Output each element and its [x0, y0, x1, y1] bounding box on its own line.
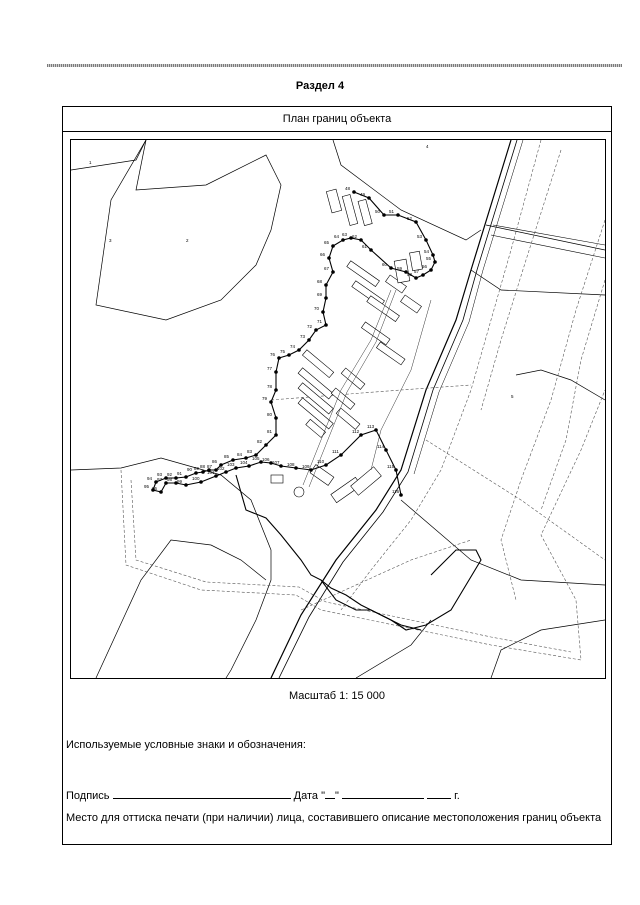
boundary-point-label: 64 [334, 234, 340, 239]
boundary-point [314, 328, 318, 332]
building [358, 199, 372, 225]
boundary-point [399, 493, 403, 497]
plan-header: План границ объекта [63, 107, 611, 132]
zone-contour [131, 480, 571, 652]
building [361, 322, 390, 345]
boundary-point-label: 101 [207, 470, 215, 475]
zone-contour [481, 150, 561, 410]
parcel-label: 2 [186, 238, 189, 243]
signature-line[interactable] [113, 789, 291, 799]
boundary-point-label: 97 [157, 477, 163, 482]
boundary-point [277, 356, 281, 360]
boundary-point [389, 266, 393, 270]
month-line[interactable] [342, 789, 424, 799]
boundary-point-label: 108 [287, 462, 295, 467]
boundary-point [414, 220, 418, 224]
signature-label: Подпись [66, 790, 110, 802]
boundary-point [274, 433, 278, 437]
parcel-outline [491, 620, 605, 678]
boundary-point [429, 268, 433, 272]
boundary-point [269, 400, 273, 404]
boundary-point-label: 60 [382, 262, 388, 267]
boundary-point-label: 55 [426, 256, 432, 261]
building [294, 487, 304, 497]
zone-contour [426, 440, 605, 560]
boundary-point-label: 78 [267, 384, 273, 389]
boundary-point-label: 79 [262, 396, 268, 401]
boundary-point [324, 283, 328, 287]
legend-label: Используемые условные знаки и обозначения: [66, 739, 306, 751]
boundary-point [309, 468, 313, 472]
boundary-point-label: 106 [262, 457, 270, 462]
boundary-point [433, 260, 437, 264]
date-label: Дата " [293, 790, 325, 802]
boundary-point-label: 113 [367, 424, 375, 429]
boundary-point-label: 80 [267, 412, 273, 417]
boundary-point-label: 77 [267, 366, 273, 371]
year-line[interactable] [427, 789, 451, 799]
boundary-point-label: 103 [227, 462, 235, 467]
boundary-point-label: 94 [147, 476, 153, 481]
boundary-point-label: 63 [342, 232, 348, 237]
boundary-point [367, 196, 371, 200]
boundary-point-label: 69 [317, 292, 323, 297]
building [341, 368, 365, 389]
boundary-point-label: 82 [257, 439, 263, 444]
boundary-point-label: 71 [317, 319, 323, 324]
boundary-point-label: 53 [417, 234, 423, 239]
boundary-point [324, 296, 328, 300]
boundary-point [421, 273, 425, 277]
boundary-point-label: 90 [187, 467, 193, 472]
boundary-plan-map [70, 139, 606, 679]
parcel-label: 3 [109, 238, 112, 243]
boundary-point-label: 102 [217, 466, 225, 471]
building [326, 189, 341, 213]
road-line [493, 225, 605, 245]
boundary-point [184, 475, 188, 479]
boundary-point-label: 75 [280, 349, 286, 354]
parcel-outline [333, 140, 481, 240]
scale-label: Масштаб 1: 15 000 [289, 690, 385, 702]
boundary-point-label: 70 [314, 306, 320, 311]
object-boundary [321, 580, 421, 630]
boundary-point [382, 213, 386, 217]
boundary-point [424, 238, 428, 242]
boundary-point-label: 85 [224, 454, 230, 459]
boundary-point-label: 61 [362, 244, 368, 249]
boundary-point [384, 448, 388, 452]
boundary-point-label: 114 [377, 444, 385, 449]
zone-contour [121, 390, 605, 660]
road-line [414, 140, 523, 474]
boundary-point [307, 338, 311, 342]
parcel-outline [356, 620, 431, 678]
boundary-point-label: 49 [360, 192, 366, 197]
boundary-point-label: 111 [332, 449, 339, 454]
boundary-point [159, 490, 163, 494]
boundary-point [324, 323, 328, 327]
parcel-labels [89, 144, 514, 399]
boundary-point-label: 76 [270, 352, 276, 357]
boundary-point [431, 253, 435, 257]
boundary-point [224, 470, 228, 474]
boundary-point-label: 115 [387, 464, 395, 469]
boundary-point [274, 416, 278, 420]
parcel-outline [401, 500, 605, 585]
boundary-point [279, 464, 283, 468]
boundary-point-label: 99 [177, 479, 183, 484]
building [401, 295, 422, 313]
zone-contour [341, 140, 541, 610]
boundary-point-label: 81 [267, 429, 273, 434]
boundary-point [369, 248, 373, 252]
boundary-point [331, 244, 335, 248]
year-suffix: г. [454, 790, 460, 802]
date-quote: " [335, 790, 339, 802]
boundary-point-label: 48 [345, 186, 351, 191]
boundary-point-label: 86 [212, 459, 218, 464]
boundary-point-label: 74 [290, 344, 296, 349]
building [376, 342, 405, 365]
boundary-point [199, 480, 203, 484]
boundary-point [274, 388, 278, 392]
building [336, 408, 360, 429]
stamp-place-text: Место для оттиска печати (при наличии) лица, составившего описание местоположения границ объекта [66, 812, 602, 824]
boundary-point-label: 109 [302, 464, 310, 469]
boundary-point [324, 463, 328, 467]
boundary-point [201, 470, 205, 474]
boundary-point [214, 474, 218, 478]
boundary-point-label: 98 [167, 477, 173, 482]
boundary-point [247, 464, 251, 468]
boundary-point-label: 65 [324, 240, 330, 245]
boundary-point [374, 428, 378, 432]
boundary-point-label: 56 [422, 264, 428, 269]
boundary-point [184, 483, 188, 487]
boundary-point-label: 68 [317, 279, 323, 284]
form-frame [62, 106, 612, 845]
boundary-point [359, 238, 363, 242]
boundary-point-label: 52 [407, 216, 413, 221]
boundary-point [341, 238, 345, 242]
zone-contour [501, 220, 605, 600]
boundary-point-label: 88 [200, 464, 206, 469]
boundary-point [294, 466, 298, 470]
boundary-point-label: 104 [240, 460, 248, 465]
boundary-point-label: 57 [414, 269, 420, 274]
building [271, 475, 283, 483]
building [347, 261, 380, 287]
boundary-point-label: 112 [352, 429, 360, 434]
boundary-point [394, 468, 398, 472]
boundary-point [339, 453, 343, 457]
zone-contour [541, 280, 605, 510]
boundary-point-label: 83 [247, 449, 253, 454]
boundary-point-label: 110 [317, 459, 325, 464]
boundary-point-label: 58 [407, 272, 413, 277]
boundary-point-label: 96 [152, 486, 158, 491]
boundary-point-label: 66 [320, 252, 326, 257]
signature-row [66, 789, 460, 802]
parcel-label: 1 [89, 160, 92, 165]
boundary-point [352, 190, 356, 194]
boundary-point-label: 67 [324, 266, 330, 271]
boundary-point [264, 443, 268, 447]
section-title: Раздел 4 [295, 80, 345, 92]
parcel-outline [516, 370, 605, 400]
parcel-outline [71, 140, 146, 170]
top-rule [47, 64, 622, 67]
boundary-point-label: 107 [272, 460, 280, 465]
boundary-point-label: 59 [397, 266, 403, 271]
boundary-point-label: 93 [157, 472, 163, 477]
boundary-point [297, 348, 301, 352]
boundary-point [321, 310, 325, 314]
parcel-label: 4 [426, 144, 429, 149]
boundary-point-label: 62 [352, 234, 358, 239]
boundary-point [234, 466, 238, 470]
map-drawing [71, 140, 605, 678]
boundary-point [331, 270, 335, 274]
building [410, 251, 423, 270]
boundary-point [359, 433, 363, 437]
boundary-point [327, 256, 331, 260]
boundary-point-label: 87 [207, 464, 213, 469]
boundary-point-label: 116 [392, 489, 400, 494]
boundary-point-label: 73 [300, 334, 306, 339]
boundary-point [287, 353, 291, 357]
boundary-point-label: 105 [252, 456, 260, 461]
boundary-point-label: 89 [194, 466, 200, 471]
day-line[interactable] [325, 789, 335, 799]
boundary-point-label: 54 [424, 249, 430, 254]
boundary-point-label: 50 [375, 209, 381, 214]
parcel-outline [96, 540, 266, 678]
parcel-label: 5 [511, 394, 514, 399]
boundary-point [194, 471, 198, 475]
boundary-point [274, 370, 278, 374]
boundary-point-label: 51 [389, 209, 395, 214]
boundary-point-label: 91 [177, 471, 183, 476]
boundary-point-label: 84 [237, 452, 243, 457]
boundary-point-label: 92 [167, 472, 173, 477]
boundary-point-label: 100 [192, 476, 200, 481]
boundary-point-label: 72 [307, 324, 313, 329]
object-boundary [236, 475, 481, 630]
boundary-point [396, 213, 400, 217]
building [342, 194, 357, 225]
boundary-point [414, 276, 418, 280]
boundary-point-label: 95 [144, 484, 150, 489]
parcel-outline [96, 140, 281, 320]
